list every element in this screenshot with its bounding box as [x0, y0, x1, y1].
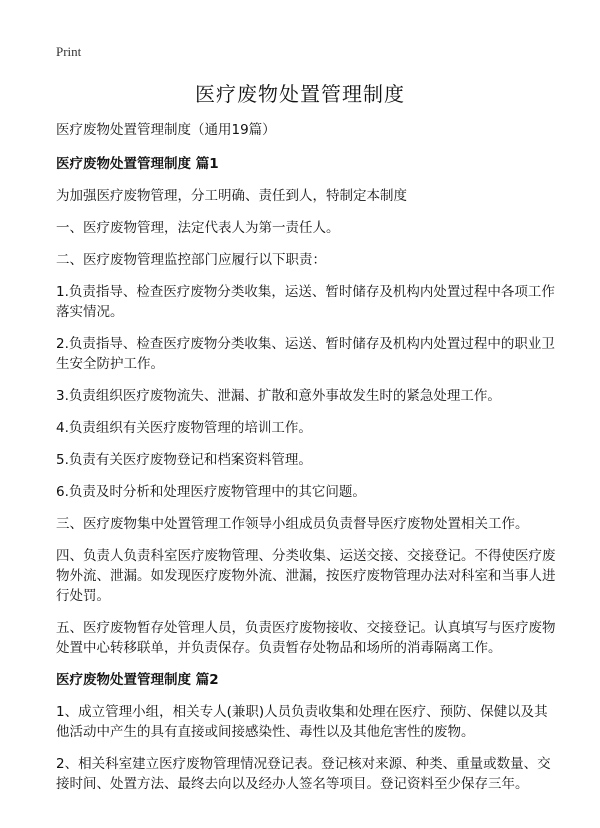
paragraph: 5.负责有关医疗废物登记和档案资料管理。	[56, 452, 312, 468]
paragraph: 一、医疗废物管理，法定代表人为第一责任人。	[56, 220, 340, 236]
paragraph: 为加强医疗废物管理，分工明确、责任到人，特制定本制度	[56, 188, 407, 204]
section-heading: 医疗废物处置管理制度 篇2	[56, 672, 219, 688]
paragraph: 3.负责组织医疗废物流失、泄漏、扩散和意外事故发生时的紧急处理工作。	[56, 388, 501, 404]
print-link[interactable]: Print	[56, 44, 82, 59]
paragraph: 三、医疗废物集中处置管理工作领导小组成员负责督导医疗废物处置相关工作。	[56, 516, 529, 532]
paragraph: 1、成立管理小组，相关专人(兼职)人员负责收集和处理在医疗、预防、保健以及其他活动中产生的具有直接或间接感染性、毒性以及其他危害性的废物。	[56, 704, 548, 740]
section-heading: 医疗废物处置管理制度 篇1	[56, 156, 219, 172]
paragraph: 4.负责组织有关医疗废物管理的培训工作。	[56, 420, 312, 436]
paragraph: 1.负责指导、检查医疗废物分类收集，运送、暂时储存及机构内处置过程中各项工作落实情况。	[56, 284, 555, 320]
section-1	[56, 154, 556, 658]
paragraph: 2、相关科室建立医疗废物管理情况登记表。登记核对来源、种类、重量或数量、交接时间、处置方法、最终去向以及经办人签名等项目。登记资料至少保存三年。	[56, 756, 551, 792]
document-body	[56, 120, 556, 806]
page-title: 医疗废物处置管理制度	[195, 82, 405, 106]
paragraph: 6.负责及时分析和处理医疗废物管理中的其它问题。	[56, 484, 366, 500]
section-2	[56, 670, 556, 794]
paragraph: 二、医疗废物管理监控部门应履行以下职责：	[56, 252, 326, 268]
paragraph: 四、负责人负责科室医疗废物管理、分类收集、运送交接、交接登记。不得使医疗废物外流、泄漏。如发现医疗废物外流、泄漏，按医疗废物管理办法对科室和当事人进行处罚。	[56, 548, 556, 604]
document-subtitle: 医疗废物处置管理制度（通用19篇）	[56, 122, 276, 138]
paragraph: 2.负责指导、检查医疗废物分类收集、运送、暂时储存及机构内处置过程中的职业卫生安全防护工作。	[56, 336, 555, 372]
paragraph: 五、医疗废物暂存处管理人员，负责医疗废物接收、交接登记。认真填写与医疗废物处置中心转移联单，并负责保存。负责暂存处物品和场所的消毒隔离工作。	[56, 620, 556, 656]
